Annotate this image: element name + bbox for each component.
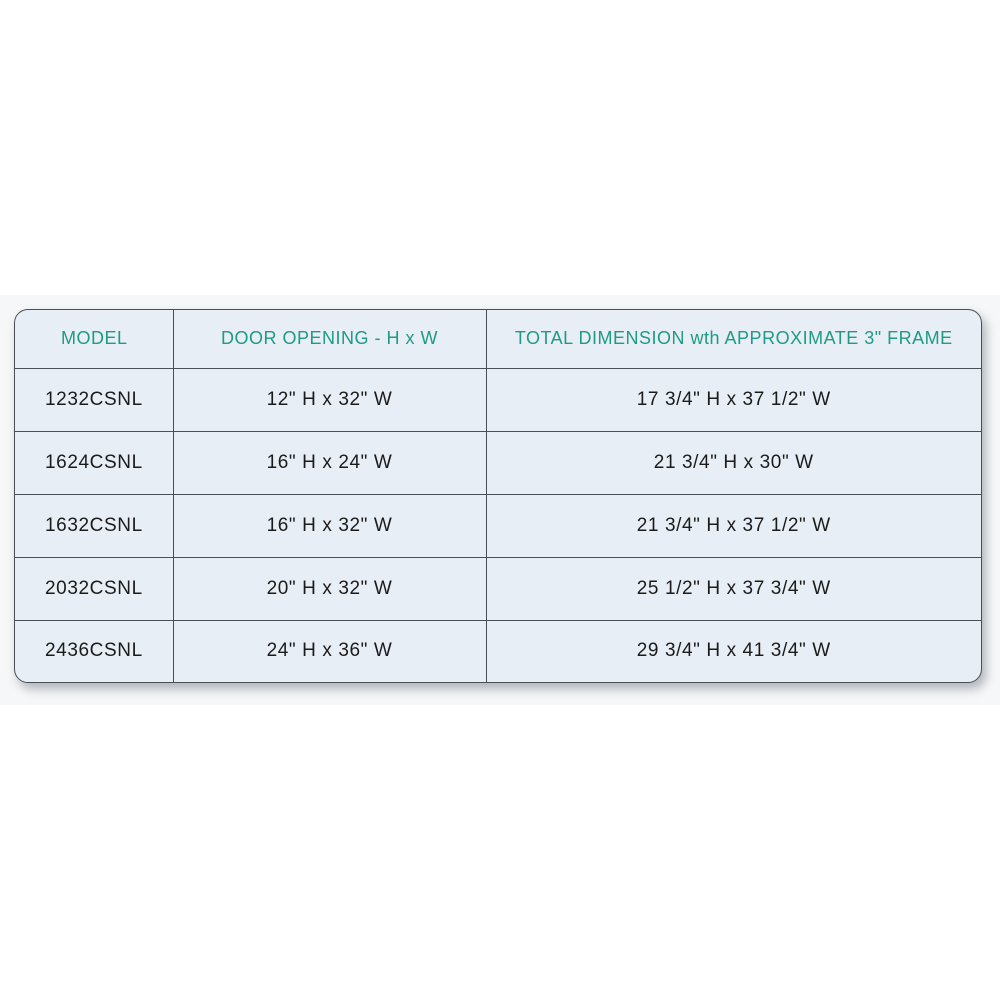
table-row — [15, 368, 981, 431]
header-model: MODEL — [15, 310, 173, 368]
table-row — [15, 620, 981, 682]
dimension-table-card — [14, 309, 982, 683]
dimension-table — [15, 310, 981, 682]
table-header-row — [15, 310, 981, 368]
cell-total-dimension: 17 3/4" H x 37 1/2" W — [486, 368, 981, 431]
cell-model: 1232CSNL — [15, 368, 173, 431]
cell-total-dimension: 21 3/4" H x 30" W — [486, 431, 981, 494]
cell-total-dimension: 25 1/2" H x 37 3/4" W — [486, 557, 981, 620]
cell-model: 1632CSNL — [15, 494, 173, 557]
table-row — [15, 557, 981, 620]
table-row — [15, 494, 981, 557]
cell-door-opening: 12" H x 32" W — [173, 368, 486, 431]
cell-model: 1624CSNL — [15, 431, 173, 494]
cell-door-opening: 24" H x 36" W — [173, 620, 486, 682]
cell-total-dimension: 21 3/4" H x 37 1/2" W — [486, 494, 981, 557]
header-door-opening: DOOR OPENING - H x W — [173, 310, 486, 368]
header-total-dimension: TOTAL DIMENSION wth APPROXIMATE 3" FRAME — [486, 310, 981, 368]
cell-model: 2436CSNL — [15, 620, 173, 682]
cell-model: 2032CSNL — [15, 557, 173, 620]
cell-door-opening: 16" H x 32" W — [173, 494, 486, 557]
cell-total-dimension: 29 3/4" H x 41 3/4" W — [636, 640, 831, 662]
table-row — [15, 431, 981, 494]
cell-door-opening: 20" H x 32" W — [173, 557, 486, 620]
cell-door-opening: 16" H x 24" W — [173, 431, 486, 494]
